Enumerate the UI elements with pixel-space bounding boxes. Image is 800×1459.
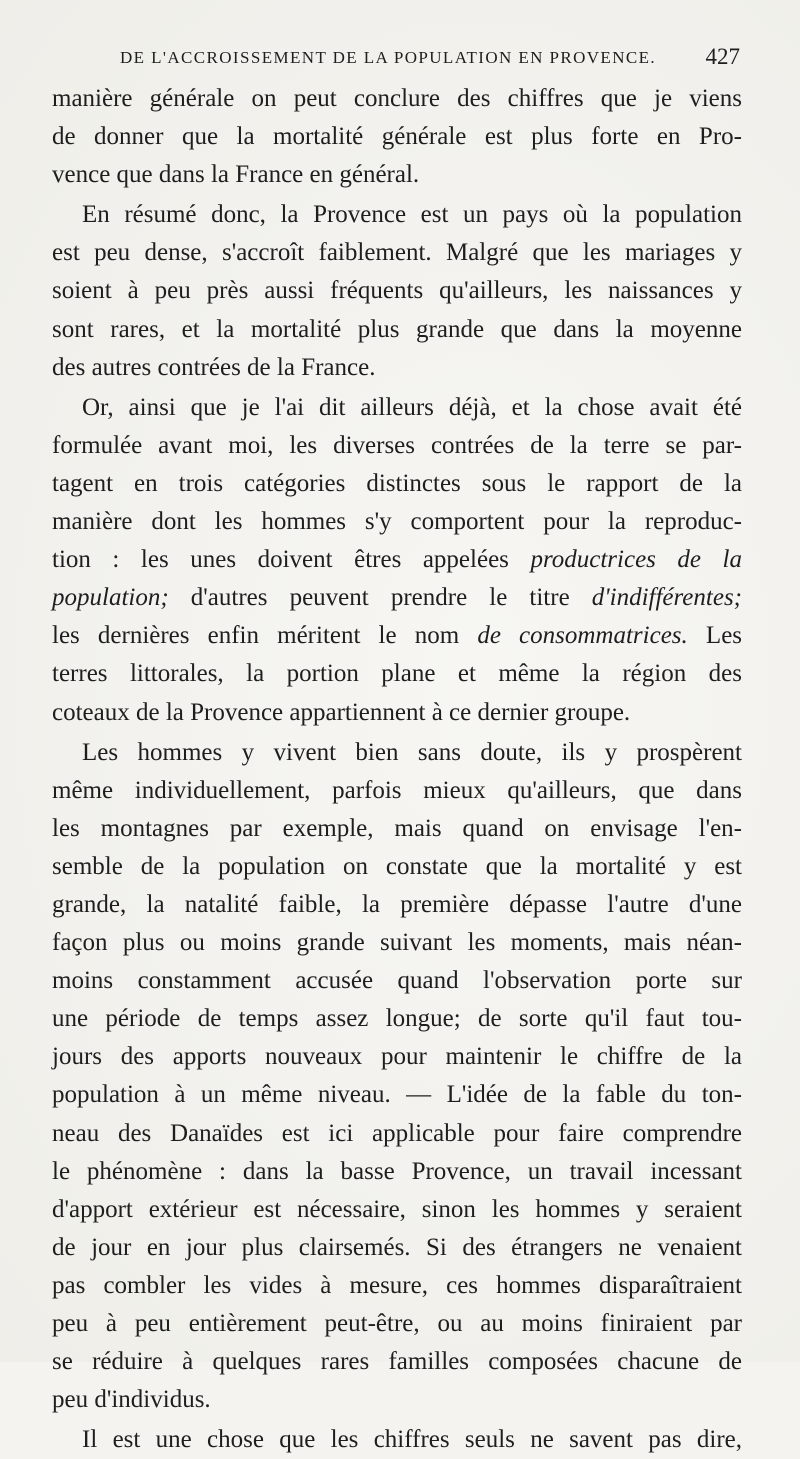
text-line: soient à peu près aussi fréquents qu'ailleurs, les naissances y: [52, 277, 742, 305]
body-text: [52, 80, 742, 1459]
text-line: de jour en jour plus clairsemés. Si des étrangers ne venaient: [52, 1233, 742, 1261]
text-line: Or, ainsi que je l'ai dit ailleurs déjà, et la chose avait été: [82, 393, 742, 421]
text-line: coteaux de la Provence appartiennent à ce dernier groupe.: [52, 698, 631, 726]
running-header: [120, 44, 740, 74]
italic-term: d'indifférentes;: [591, 584, 743, 612]
text-line: façon plus ou moins grande suivant les moments, mais néan-: [52, 929, 742, 957]
text-line: [52, 541, 742, 579]
text-line: tagent en trois catégories distinctes sous le rapport de la: [52, 469, 742, 497]
text-line: peu à peu entièrement peut-être, ou au moins finiraient par: [52, 1310, 742, 1337]
text-line: d'apport extérieur est nécessaire, sinon les hommes y seraient: [52, 1195, 742, 1223]
text-line: le phénomène : dans la basse Provence, un travail incessant: [52, 1157, 742, 1185]
text-line: manière dont les hommes s'y comportent pour la reproduc-: [52, 508, 742, 536]
italic-term: population;: [52, 584, 169, 612]
text-line: de donner que la mortalité générale est plus forte en Pro-: [52, 123, 742, 151]
italic-term: de consommatrices.: [477, 622, 688, 650]
text-line: même individuellement, parfois mieux qu'ailleurs, que dans: [52, 776, 742, 804]
text-line: est peu dense, s'accroît faiblement. Malgré que les mariages y: [52, 239, 742, 267]
text-line: terres littorales, la portion plane et même la région des: [52, 660, 742, 688]
text-line: manière générale on peut conclure des chiffres que je viens: [52, 85, 742, 112]
text-line: En résumé donc, la Provence est un pays où la population: [82, 201, 742, 229]
text-line: pas combler les vides à mesure, ces hommes disparaîtraient: [52, 1271, 742, 1299]
text-line: moins constamment accusée quand l'observation porte sur: [52, 967, 742, 995]
text-line: vence que dans la France en général.: [52, 161, 420, 189]
text-line: les montagnes par exemple, mais quand on envisage l'en-: [52, 814, 742, 842]
text-line: grande, la natalité faible, la première dépasse l'autre d'une: [52, 890, 742, 918]
text-line: Il est une chose que les chiffres seuls ne savent pas dire,: [82, 1426, 742, 1454]
text-line: jours des apports nouveaux pour maintenir le chiffre de la: [52, 1043, 742, 1071]
text-line: se réduire à quelques rares familles composées chacune de: [52, 1348, 742, 1376]
text-line: formulée avant moi, les diverses contrées de la terre se par-: [52, 431, 742, 459]
text-line: sont rares, et la mortalité plus grande que dans la moyenne: [52, 315, 742, 343]
text-line: Les hommes y vivent bien sans doute, ils y prospèrent: [82, 738, 742, 766]
italic-term: productrices de la: [530, 546, 743, 574]
running-title: DE L'ACCROISSEMENT DE LA POPULATION EN PROVENCE.: [120, 48, 657, 67]
text-fragment: d'autres peuvent prendre le titre: [190, 584, 570, 612]
text-line: [52, 579, 742, 617]
text-fragment: Les: [705, 622, 743, 650]
text-line: population à un même niveau. — L'idée de la fable du ton-: [52, 1081, 742, 1109]
text-fragment: les dernières enfin méritent le nom: [52, 622, 460, 650]
text-line: une période de temps assez longue; de sorte qu'il faut tou-: [52, 1005, 742, 1033]
text-line: des autres contrées de la France.: [52, 353, 376, 381]
text-line: neau des Danaïdes est ici applicable pour faire comprendre: [52, 1119, 742, 1147]
text-line: peu d'individus.: [52, 1386, 211, 1414]
text-line: [52, 617, 742, 655]
page-number: 427: [705, 44, 740, 69]
text-line: semble de la population on constate que la mortalité y est: [52, 852, 742, 880]
text-fragment: tion : les unes doivent êtres appelées: [52, 546, 509, 574]
